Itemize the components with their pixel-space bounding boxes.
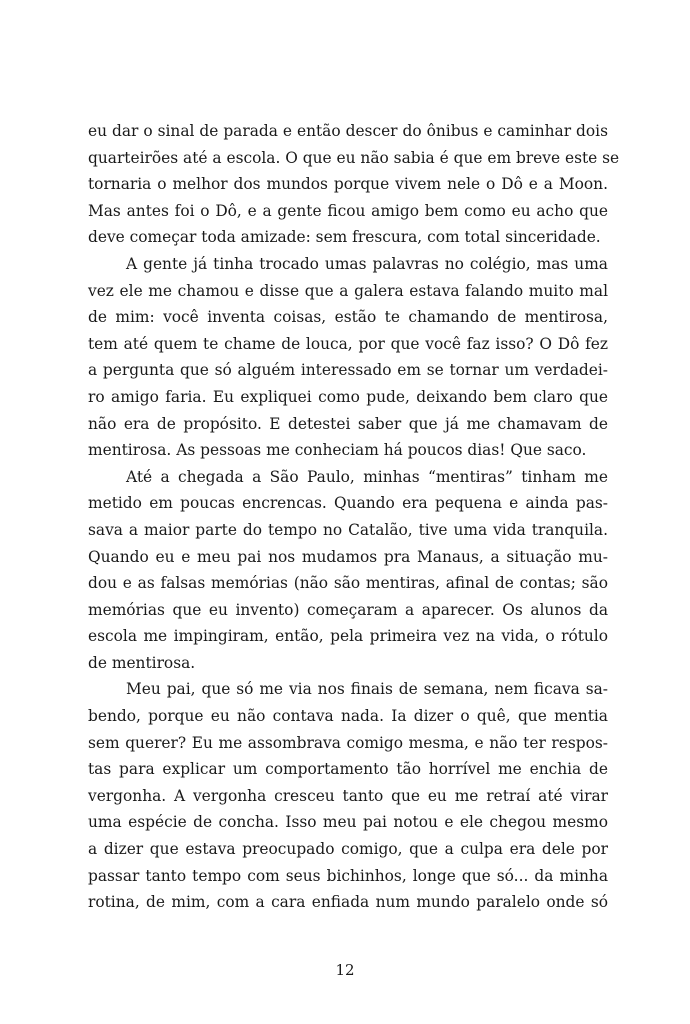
text-line: tem até quem te chame de louca, por que você faz isso? O Dô fez xyxy=(88,334,608,353)
text-line: sava a maior parte do tempo no Catalão, tive uma vida tranquila. xyxy=(88,520,608,539)
text-line: metido em poucas encrencas. Quando era pequena e ainda pas- xyxy=(88,494,608,513)
text-line: sem querer? Eu me assombrava comigo mesma, e não ter respos- xyxy=(88,733,608,752)
text-line: eu dar o sinal de parada e então descer do ônibus e caminhar dois xyxy=(88,122,608,140)
text-line: escola me impingiram, então, pela primeira vez na vida, o rótulo xyxy=(88,627,608,646)
text-line: Mas antes foi o Dô, e a gente ficou amigo bem como eu acho que xyxy=(88,201,608,220)
text-line: ro amigo faria. Eu expliquei como pude, deixando bem claro que xyxy=(88,387,608,406)
text-line: bendo, porque eu não contava nada. Ia dizer o quê, que mentia xyxy=(88,707,608,726)
text-line: rotina, de mim, com a cara enfiada num mundo paralelo onde só xyxy=(88,893,608,912)
text-line: vergonha. A vergonha cresceu tanto que eu me retraí até virar xyxy=(88,786,608,805)
text-line: a pergunta que só alguém interessado em se tornar um verdadei- xyxy=(88,361,608,380)
page-number: 12 xyxy=(335,961,355,979)
text-line: a dizer que estava preocupado comigo, que a culpa era dele por xyxy=(88,840,608,859)
body-text xyxy=(88,118,620,916)
text-line: mentirosa. As pessoas me conheciam há poucos dias! Que saco. xyxy=(88,441,587,460)
text-line: não era de propósito. E detestei saber que já me chamavam de xyxy=(88,414,608,433)
text-line: memórias que eu invento) começaram a aparecer. Os alunos da xyxy=(88,600,608,619)
text-line: tas para explicar um comportamento tão horrível me enchia de xyxy=(88,760,608,779)
text-line: vez ele me chamou e disse que a galera estava falando muito mal xyxy=(88,281,608,300)
text-line: deve começar toda amizade: sem frescura, com total sinceridade. xyxy=(88,228,601,247)
text-line: de mim: você inventa coisas, estão te chamando de mentirosa, xyxy=(88,308,608,327)
text-line: Meu pai, que só me via nos finais de semana, nem ficava sa- xyxy=(126,680,608,699)
text-line: A gente já tinha trocado umas palavras no colégio, mas uma xyxy=(126,254,608,273)
text-line: uma espécie de concha. Isso meu pai notou e ele chegou mesmo xyxy=(88,813,608,832)
text-line: Até a chegada a São Paulo, minhas “mentiras” tinham me xyxy=(126,467,608,486)
text-line: passar tanto tempo com seus bichinhos, longe que só... da minha xyxy=(88,866,608,885)
text-line: tornaria o melhor dos mundos porque vivem nele o Dô e a Moon. xyxy=(88,175,608,194)
text-line: de mentirosa. xyxy=(88,653,196,672)
text-line: dou e as falsas memórias (não são mentiras, afinal de contas; são xyxy=(88,574,608,593)
text-line: quarteirões até a escola. O que eu não sabia é que em breve este se xyxy=(88,148,620,167)
text-line: Quando eu e meu pai nos mudamos pra Manaus, a situação mu- xyxy=(88,547,608,566)
